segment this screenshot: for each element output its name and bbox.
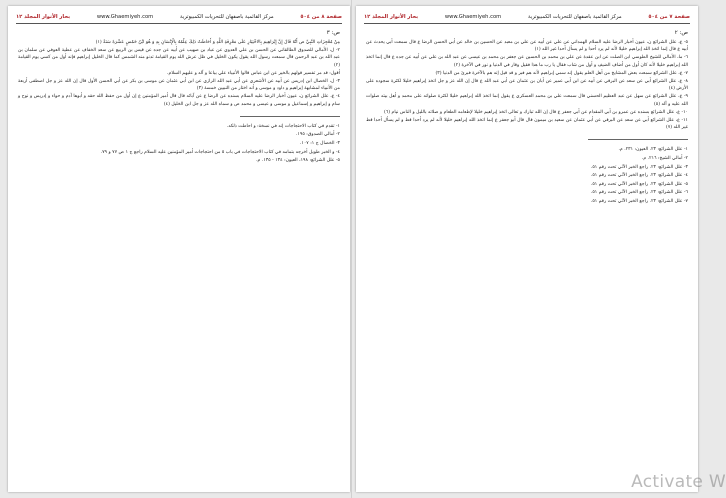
header-url[interactable]: www.Ghaemiyeh.com (96, 13, 154, 20)
footnote: ٣- الخصال ج ١: ١٠٧. (299, 141, 340, 147)
page-body (356, 24, 698, 206)
paragraph-list (366, 39, 688, 131)
document-page-right (356, 6, 698, 492)
page-header (16, 10, 342, 24)
hadith-paragraph: ٢- ل، الأمالي للصدوق الطالقاني عن الحسن بن علي العدوي عن عباد بن صهيب عن أبيه عن جده عن قيس بن الربيع عن سعد الخفاف عن عطية العوفي عن سلمان بن عبد الله بن عبد الرحمن قال سمعت رسول الله يقول يكون الخليل في ظل عرش الله يوم القيامة تدنو منه الشمس كما قال الخليل إبراهيم فإنه أول من كسي يوم القيامة (٢) (18, 48, 340, 68)
hadith-paragraph: ٦- ما، الأمالي للشيخ الطوسي ابن الصلت عن ابن عقدة عن علي بن محمد بن الحسين عن جعفر بن محمد بن عيسى عن عبد الله بن علي عن أبيه عن جده ع قال إنما اتخذ الله إبراهيم خليلا لأنه كان أول من أضاف الضيف و أول من شاب فقال يا رب ما هذا فقيل وقار في الدنيا و نور في الآخرة (٢) (366, 55, 688, 68)
footnote: ٦- علل الشرائع: ٢٣. راجع الخبر الآتي تحت رقم ٥١. (590, 190, 688, 196)
hadith-paragraph: مِنْ مُعْجِزَاتِ النَّبِيِّ ص أَنَّهُ قَالَ إِنَّ إِبْرَاهِيمَ بِالاخْتِبَارِ عَلَى مَعْرِفَةِ اللَّهِ وَ أَحَاطَتْ ذَلِكَ عِلْمُهُ بِالْإِنْسَانِ بِهِ وَ هُوَ ابْنُ خَمْسٍ عَشْرَةَ سَنَةً (١) (95, 40, 340, 45)
hadith-paragraph: ٨- ع، علل الشرائع أبي عن سعد عن البرقي عن أبيه عن ابن أبي عمير عن أبان بن عثمان عن أبي عبد الله ع قال إن الله عز و جل اتخذ إبراهيم خليلا لكثرة سجوده على الأرض (٤) (366, 79, 688, 92)
header-url[interactable]: www.Ghaemiyeh.com (444, 13, 502, 20)
footnote: ٢- أمالي الشيخ: ٢١٦. م. (641, 156, 688, 162)
document-page-left (8, 6, 350, 492)
page-counter: صفحة ٧ من ٥٠٤ (648, 13, 690, 20)
footnote: ٤- و الخبر طويل أخرجه بتمامه في كتاب الاحتجاجات في باب ٥ من احتجاجات أمير المؤمنين عليه السلام راجع ج ١ ص ٧٧ و ٧٩. (100, 149, 340, 155)
hadith-paragraph: ٩- ع، علل الشرائع عن سهل عن عبد العظيم الحسني قال سمعت علي بن محمد العسكري ع يقول إنما اتخذ الله إبراهيم خليلا لكثرة صلواته على محمد و أهل بيته صلوات الله عليه و آله (٥) (366, 94, 688, 107)
section-number: ص: ٣ (326, 30, 340, 36)
footnote-separator (588, 139, 688, 140)
footnote-list (366, 146, 688, 205)
footnote-list (18, 123, 340, 165)
hadith-paragraph: ١٠- ع، علل الشرائع بسنده عن عمرو بن أبي المقدام عن أبي جعفر ع قال إن الله تبارك و تعالى اتخذ إبراهيم خليلا لإطعامه الطعام و صلاته بالليل و الناس نيام (٦) (384, 109, 688, 115)
page-counter: صفحة ٨ من ٥٠٤ (300, 13, 342, 20)
footnote: ٧- علل الشرائع: ٢٣. راجع الخبر الآتي تحت رقم ٥١. (590, 199, 688, 204)
page-body (8, 24, 350, 165)
hadith-paragraph: ٤- ع، علل الشرائع ن، عيون أخبار الرضا عليه السلام بسنده عن الرضا ع عن آبائه قال قال أمير المؤمنين ع إن أول من حفظ الله حقه و أبوها آدم و حواء و إدريس و نوح و سام و إبراهيم و إسماعيل و موسى و عيسى و محمد ص و سماه الله عز و جل ابن الخليل (٤) (18, 94, 340, 107)
header-publisher: مركز القائمية باصفهان للتحريات الكمبيوترية (527, 13, 622, 20)
activation-watermark: Activate W (631, 472, 726, 492)
hadith-paragraph: ٥- ع، علل الشرائع ن، عيون أخبار الرضا عليه السلام الهمداني عن علي عن أبيه عن علي بن معبد عن الحسين بن خالد عن أبي الحسن الرضا ع قال سمعت أبي يحدث عن أبيه ع قال إنما اتخذ الله إبراهيم خليلا لأنه لم يرد أحدا و لم يسأل أحدا غير الله (١) (366, 40, 688, 53)
footnote: ٥- علل الشرائع: ١٩٨، العيون: ١٣٤ - ١٣٥. م. (256, 158, 340, 164)
footnote: ١- علل الشرائع: ٢٣. العيون: ٢٣١. م. (618, 147, 688, 153)
hadith-paragraph: ٧- ع، علل الشرائع سمعت بعض المشايخ من أهل العلم يقول إنه سمي إبراهيم لأنه هم فبر و قد قيل إنه هم بالآخرة فبرئ من الدنيا (٣) (435, 70, 688, 76)
footnote: ٢- أمالي الصدوق: ١٩٥. (295, 132, 340, 138)
hadith-paragraph: ١١- ع، علل الشرائع أبي عن سعد عن البرقي عن أبي عثمان عن سعيد بن ميمون قال قال أبو جعفر ع إنما اتخذ الله إبراهيم خليلا لأنه لم يرد أحدا قط و لم يسأل أحدا قط غير الله (٧) (366, 118, 688, 131)
header-book-title: بحار الأنوار المجلد ١٢ (364, 13, 419, 20)
footnote-separator (240, 116, 340, 117)
footnote: ٥- علل الشرائع: ٢٣. راجع الخبر الآتي تحت رقم ٥١. (590, 181, 688, 187)
hadith-paragraph: أقول: قد مر تفسير قولهم بالخير عن ابن عباس قالوا الأنبياء علي بياعا و آله و عليهم السلام. (167, 70, 340, 76)
page-divider (351, 0, 352, 498)
paragraph-list (18, 39, 340, 108)
header-publisher: مركز القائمية باصفهان للتحريات الكمبيوترية (179, 13, 274, 20)
header-book-title: بحار الأنوار المجلد ١٢ (16, 13, 71, 20)
footnote: ٣- علل الشرائع: ٢٣. راجع الخبر الآتي تحت رقم ٥١. (590, 164, 688, 170)
section-number: ص: ٢ (674, 30, 688, 36)
hadith-paragraph: ٣- ل، الخصال ابن إدريس عن أبيه عن الأشعري عن أبي عبد الله الرازي عن ابن أبي عثمان عن موسى بن بكر عن أبي الحسن الأول قال إن الله عز و جل اصطفى أربعة من الأنبياء لمشابهة إبراهيم و داود و موسى و أنه اختار من النبيين خمسة (٣) (18, 79, 340, 92)
footnote: ٤- علل الشرائع: ٢٣. راجع الخبر الآتي تحت رقم ٥١. (590, 173, 688, 179)
page-header (364, 10, 690, 24)
footnote: ١- تقدم في كتاب الاحتجاجات إنه في نسخة: و احاطت ذلكه. (226, 123, 340, 129)
